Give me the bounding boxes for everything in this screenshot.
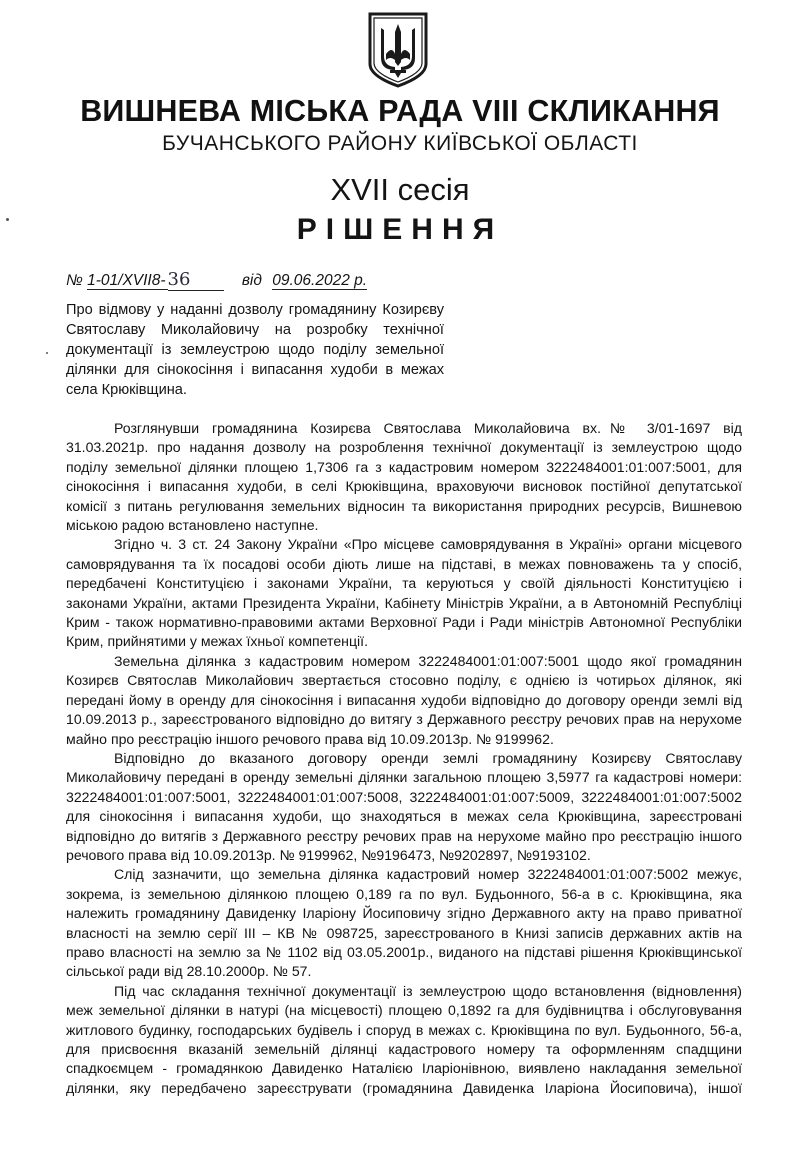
paragraph-line: ділянки, яку передбачено зареєструвати (громадянина Давиденка Іларіона Йосиповича), іншої xyxy=(66,1079,742,1096)
paragraph xyxy=(66,652,742,749)
paragraph-line: передбачені Конституцією і законами України, та керуються у своїй діяльності Конституцією і xyxy=(66,575,742,592)
scan-speck xyxy=(46,352,48,354)
paragraph-line: речового права від 10.09.2013р. № 9199962, №9196473, №9202897, №9193102. xyxy=(66,846,591,863)
paragraph-line: міською радою встановлено наступне. xyxy=(66,517,319,534)
paragraph xyxy=(66,419,742,535)
decision-subject xyxy=(66,300,444,400)
paragraph xyxy=(66,865,742,981)
subject-line: ділянки для сінокосіння і випасання худоби в межах xyxy=(66,362,444,378)
paragraph-line: законами України, актами Президента України, Кабінету Міністрів України, а в Автономній Республіці xyxy=(66,594,742,611)
paragraph-line: передані йому в оренду для сінокосіння і випасання худоби відповідно до договору оренди землі від xyxy=(66,691,742,708)
decision-number: 1-01/XVII8- xyxy=(87,272,166,289)
scan-speck xyxy=(6,218,9,221)
paragraph xyxy=(66,535,742,651)
paragraph-line: сінокосіння і випасання худоби, в селі Крюківщина, враховуючи висновок постійної депутатської xyxy=(66,478,742,495)
session-title: XVII сесія xyxy=(330,172,470,207)
handwritten-number: 36 xyxy=(168,269,224,291)
paragraph-line: належить громадянину Давиденку Іларіону Йосиповичу згідно Державного акту на право приватної xyxy=(66,905,742,922)
subject-line: документації із землеустрою щодо поділу земельної xyxy=(66,342,444,358)
decision-heading: РІШЕННЯ xyxy=(296,213,504,246)
paragraph-line: 31.03.2021р. про надання дозволу на розроблення технічної документації із землеустрою щодо xyxy=(66,439,742,456)
paragraph-line: для присвоєння вказаній земельній ділянці кадастрового номеру та оформленням спадщини xyxy=(66,1041,742,1057)
district-subtitle: БУЧАНСЬКОГО РАЙОНУ КИЇВСЬКОЇ ОБЛАСТІ xyxy=(162,132,638,155)
paragraph-line: комісії з питань регулювання земельних відносин та використання природних ресурсів, Вишневою xyxy=(66,497,742,514)
trident-emblem-icon xyxy=(366,10,430,88)
paragraph-line: 10.09.2013 р., зареєстрованого відповідно до витягу з Державного реєстру речових прав на нерухоме xyxy=(66,711,742,728)
paragraph-line: Слід зазначити, що земельна ділянка кадастровий номер 3222484001:01:007:5002 межує, xyxy=(114,866,742,883)
paragraph-line: право власності на землю за № 1102 від 03.05.2001р., виданого на підставі рішення Крюківщинської xyxy=(66,943,742,960)
paragraph-line: Згідно ч. 3 ст. 24 Закону України «Про місцеве самоврядування в Україні» органи місцевого xyxy=(114,536,742,553)
subject-line: села Крюківщина. xyxy=(66,382,187,398)
paragraph-line: Миколайовичу передані в оренду земельні ділянки загальною площею 3,5977 га кадастрові номери: xyxy=(66,769,742,786)
council-title: ВИШНЕВА МІСЬКА РАДА VIII СКЛИКАННЯ xyxy=(80,94,720,128)
paragraph-line: поділу земельної ділянки площею 1,7306 га з кадастровим номером 3222484001:01:007:5001, для xyxy=(66,458,742,475)
date-label: від xyxy=(241,272,262,289)
decision-date: 09.06.2022 р. xyxy=(272,272,368,289)
paragraph-line: Земельна ділянка з кадастровим номером 3222484001:01:007:5001 щодо якої громадянин xyxy=(114,652,742,669)
paragraph-line: власності на землю серії ІІІ – КВ № 098725, зареєстрованого в Книзі записів державних актів на xyxy=(66,924,742,941)
paragraph-line: Крим, прийнятими у межах їхньої компетенції. xyxy=(66,633,369,650)
subject-line: Про відмову у наданні дозволу громадянину Козирєву xyxy=(66,302,444,318)
paragraph-line: відповідно до витягів з Державного реєстру речових прав на нерухоме майно про реєстрацію іншого xyxy=(66,827,742,844)
paragraph xyxy=(66,749,742,865)
paragraph-line: Під час складання технічної документації із землеустрою щодо встановлення (відновлення) xyxy=(114,982,742,999)
number-label: № xyxy=(66,272,83,289)
paragraph-line: Розглянувши громадянина Козирєва Святослава Миколайовича вх.№ 3/01-1697 від xyxy=(114,420,742,436)
decision-body xyxy=(66,419,742,1098)
paragraph-line: Відповідно до вказаного договору оренди землі громадянину Козирєву Святославу xyxy=(114,749,742,766)
paragraph-line: майно про реєстрацію іншого речового права від 10.09.2013р. № 9199962. xyxy=(66,730,554,747)
paragraph-line: 3222484001:01:007:5001, 3222484001:01:007:5008, 3222484001:01:007:5009, 3222484001:01:007:5002 xyxy=(66,788,742,805)
paragraph xyxy=(66,982,742,1098)
paragraph-line: Крим - також нормативно-правовими актами Верховної Ради і Ради міністрів Автономної Республіки xyxy=(66,614,742,631)
paragraph-line: зокрема, із земельною ділянкою площею 0,189 га по вул. Будьонного, 56-а в с. Крюківщина, яка xyxy=(66,885,742,902)
paragraph-line: спадкоємцем - громадянкою Давиденко Наталією Іларіонівною, виявлено накладання земельної xyxy=(66,1060,742,1077)
paragraph-line: меж земельної ділянки в натурі (на місцевості) площею 0,1892 га для будівництва і обслуговування xyxy=(66,1002,742,1019)
paragraph-line: житлового будинку, господарських будівель і споруд в межах с. Крюківщина по вул. Будьонного, 56-а, xyxy=(66,1021,742,1038)
paragraph-line: самоврядування та їх посадові особи діють лише на підставі, в межах повноважень та у спосіб, xyxy=(66,555,742,572)
paragraph-line: Козирєв Святослав Миколайович звертається стосовно поділу, є однією із чотирьох ділянок, які xyxy=(66,672,742,689)
subject-line: Святославу Миколайовичу на розробку технічної xyxy=(66,322,444,338)
decision-number-line xyxy=(66,269,367,291)
paragraph-line: сільської ради від 28.10.2000р. № 57. xyxy=(66,963,312,980)
paragraph-line: для сінокосіння і випасання худоби, що знаходяться в межах села Крюківщина, зареєстровані xyxy=(66,808,742,825)
